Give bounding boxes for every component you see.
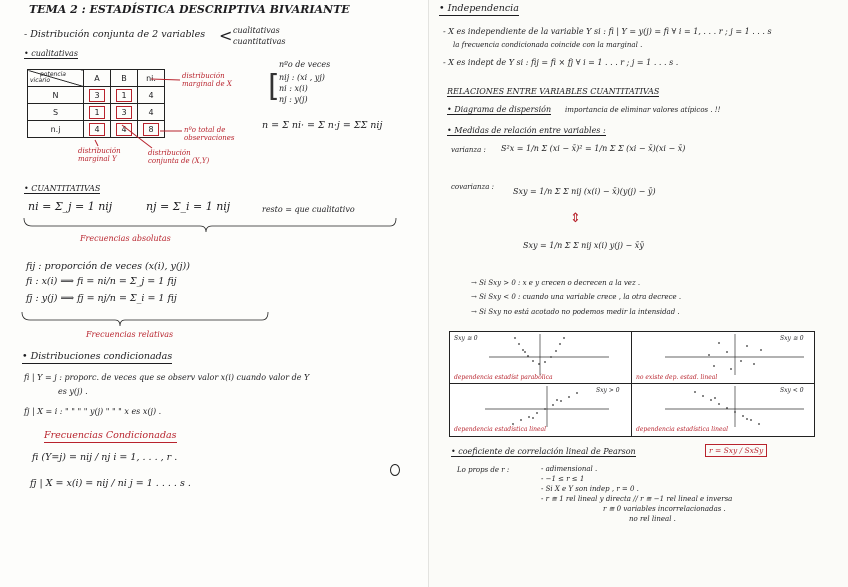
conditional-distributions-heading: • Distribuciones condicionadas	[22, 351, 173, 362]
rule-negative: → Si Sxy < 0 : cuando una variable crece , la otra decrece .	[471, 293, 682, 301]
less-than-brace-icon: <	[219, 26, 233, 45]
panel-label: Sxy ≅ 0	[780, 335, 804, 342]
col-header-b: B	[111, 70, 138, 87]
corner-bottom-label: vicario	[30, 77, 50, 84]
annotation-total-observations: nºo total de observaciones	[184, 126, 235, 143]
cell-value: 4	[116, 123, 131, 136]
conditional-fi-line1: fi | Y = j : proporc. de veces que se observ valor x(i) cuando valor de Y	[24, 373, 310, 382]
panel-caption: no existe dep. estad. lineal	[636, 374, 718, 381]
page-header-left: TEMA 2 : ESTADÍSTICA DESCRIPTIVA BIVARIANTE	[29, 3, 350, 16]
joint-distribution-line: - Distribución conjunta de 2 variables	[24, 29, 206, 40]
covariance-formula-2: Sxy = 1/n Σ Σ nij x(i) y(j) − x̄ȳ	[523, 241, 644, 250]
panel-label: Sxy > 0	[596, 387, 620, 394]
quantitative-relations-heading: RELACIONES ENTRE VARIABLES CUANTITATIVAS	[447, 87, 660, 96]
rest-equal-note: resto = que cualitativo	[262, 205, 355, 214]
conditional-fi-line2: es y(j) .	[58, 387, 88, 396]
right-notebook-page	[428, 0, 848, 587]
n-total-formula: n = Σ ni· = Σ n·j = ΣΣ nij	[262, 120, 383, 131]
independence-line3: - X es indept de Y si : fij = fi × fj ∀ i = 1 . . . r ; j = 1 . . . s .	[443, 58, 679, 67]
panel-caption: dependencia estadíst parabólica	[454, 374, 553, 381]
scatter-diagram-note: importancia de eliminar valores atípicos . !!	[565, 106, 721, 114]
ni-sum-formula: ni = Σ_j = 1 nij	[28, 200, 113, 213]
rule-positive: → Si Sxy > 0 : x e y crecen o decrecen a la vez .	[471, 279, 641, 287]
row-label: S	[28, 104, 84, 121]
property-item: - Si X e Y son indep , r = 0 .	[541, 485, 639, 493]
property-item: r ≅ 0 variables incorrelacionadas .	[603, 505, 726, 513]
property-item: - −1 ≤ r ≤ 1	[541, 475, 585, 483]
relative-frequencies-label: Frecuencias relativas	[86, 330, 174, 339]
count-heading: nºo de veces	[279, 60, 331, 69]
table-cell: 4	[138, 87, 165, 104]
ni-definition: ni : x(i)	[279, 84, 308, 93]
scatter-points	[514, 337, 565, 365]
property-item: - r ≅ 1 rel lineal y directa // r ≅ −1 rel lineal e inversa	[541, 495, 733, 503]
fi-formula: fi : x(i) ⟹ fi = ni/n = Σ_j = 1 fij	[26, 276, 177, 287]
covariance-formula-1: Sxy = 1/n Σ Σ nij (x(i) − x̄)(y(j) − ȳ)	[513, 187, 656, 196]
cualitativas-heading: • cualitativas	[24, 49, 78, 58]
pearson-heading: • coeficiente de correlación lineal de Pearson	[451, 447, 636, 456]
arrow-marginal-x	[151, 79, 180, 80]
col-header-a: A	[84, 70, 111, 87]
relation-measures-heading: • Medidas de relación entre variables :	[447, 126, 606, 135]
panel-label: Sxy < 0	[780, 387, 804, 394]
cell-value: 1	[116, 89, 131, 102]
property-item: - adimensional .	[541, 465, 598, 473]
cell-value: 1	[89, 106, 104, 119]
brace-relative	[22, 312, 268, 326]
cell-value: 3	[116, 106, 131, 119]
properties-label: Lo props de r :	[457, 466, 510, 474]
nij-definition: nij : (xi , yj)	[279, 73, 325, 82]
brace-absolute	[24, 218, 396, 232]
nj-sum-formula: nj = Σ_i = 1 nij	[146, 200, 231, 213]
independence-line2: la frecuencia condicionada coincide con la marginal .	[453, 41, 643, 49]
independence-heading: • Independencia	[439, 3, 519, 14]
row-label: N	[28, 87, 84, 104]
variance-label: varianza :	[451, 146, 486, 154]
pearson-formula-box: r = Sxy / SxSy	[705, 444, 767, 457]
independence-line1: - X es independiente de la variable Y si : fi | Y = y(j) = fi ∀ i = 1, . . . r ; j = 1 . . . s	[443, 27, 772, 36]
annotation-marginal-y: distribución marginal Y	[78, 147, 121, 164]
panel-caption: dependencia estadística lineal	[454, 426, 547, 433]
rule-unbounded: → Si Sxy no está acotado no podemos medir la intensidad .	[471, 308, 680, 316]
annotation-marginal-x: distribución marginal de X	[182, 72, 232, 89]
equivalence-arrow-icon: ⇕	[570, 211, 581, 226]
fi-given-y-formula: fi (Y=j) = nij / nj i = 1, . . . , r .	[32, 452, 178, 463]
absolute-frequencies-label: Frecuencias absolutas	[80, 234, 171, 243]
cuantitativas-heading: • CUANTITATIVAS	[24, 184, 101, 193]
cell-value: 3	[89, 89, 104, 102]
property-item: no rel lineal .	[629, 515, 676, 523]
nj-definition: nj : y(j)	[279, 95, 308, 104]
arrow-marginal-y	[95, 140, 98, 146]
cell-value: 4	[89, 123, 104, 136]
fj-given-x-formula: fj | X = x(i) = nij / ni j = 1 . . . . s .	[30, 478, 191, 489]
covariance-label: covarianza :	[451, 183, 494, 191]
panel-label: Sxy ≅ 0	[454, 335, 478, 342]
bracket-icon: [	[268, 69, 280, 104]
conditional-frequencies-label: Frecuencias Condicionadas	[44, 430, 177, 441]
scatter-diagram-heading: • Diagrama de dispersión	[447, 105, 552, 114]
conditional-fj-line: fj | X = i : " " " " y(j) " " " x es x(j) .	[24, 407, 162, 416]
fj-formula: fj : y(j) ⟹ fj = nj/n = Σ_i = 1 fij	[26, 293, 177, 304]
fij-definition: fij : proporción de veces (x(i), y(j))	[26, 261, 190, 272]
panel-caption: dependencia estadística lineal	[636, 426, 729, 433]
variance-formula: S²x = 1/n Σ (xi − x̄)² = 1/n Σ Σ (xi − x̄)(xi − x̄)	[501, 144, 686, 153]
col-header-ni: ni.	[138, 70, 165, 87]
type-cualitativas: cualitativas	[233, 26, 280, 35]
cell-value: 8	[143, 123, 158, 136]
corner-top-label: potencia	[40, 71, 66, 78]
annotation-joint-distribution: distribución conjunta de (X,Y)	[148, 149, 210, 166]
type-cuantitativas: cuantitativas	[233, 37, 286, 46]
row-label: n.j	[28, 121, 84, 138]
arrow-joint	[122, 125, 152, 148]
table-cell: 4	[138, 104, 165, 121]
